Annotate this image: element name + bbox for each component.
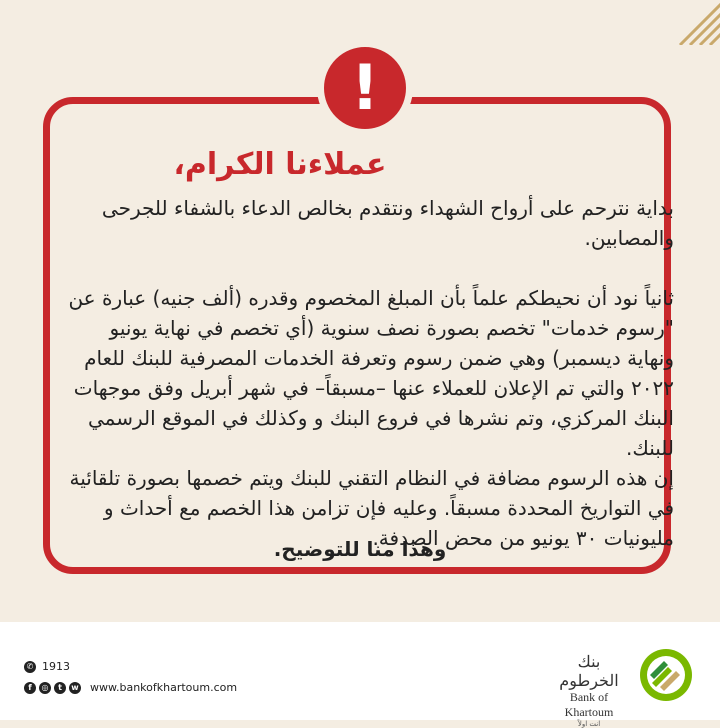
social-links: [24, 681, 237, 694]
bank-logo-icon: [638, 647, 694, 703]
logo-tagline: انت اولاً: [577, 720, 601, 728]
exclamation-mark: !: [350, 51, 380, 124]
notice-body: [62, 193, 674, 553]
paragraph-3: إن هذه الرسوم مضافة في النظام التقني للبنك ويتم خصمها بصورة تلقائية في التواريخ المحددة مسبقاً. وعليه فإن تزامن هذا الخصم مع أحداث و مليونيات ٣٠ يونيو من محض الصدفة.: [69, 466, 674, 550]
website-link[interactable]: www.bankofkhartoum.com: [90, 681, 238, 694]
phone-number: 1913: [42, 660, 70, 673]
twitter-icon[interactable]: t: [54, 682, 66, 694]
logo-english-name: Bank of Khartoum: [564, 690, 614, 719]
closing-line: وهذا منا للتوضيح.: [273, 537, 447, 561]
facebook-icon[interactable]: f: [24, 682, 36, 694]
logo-arabic-name: بنك الخرطوم: [559, 652, 619, 690]
decorative-stripes: [630, 0, 720, 45]
bank-logo-text: [546, 652, 632, 728]
paragraph-2: ثانياً نود أن نحيطكم علماً بأن المبلغ المخصوم وقدره (ألف جنيه) عبارة عن "رسوم خدمات" تخصم بصورة نصف سنوية (أي تخصم في نهاية يونيو ونهاية ديسمبر) وهي ضمن رسوم وتعرفة الخدمات المصرفية للبنك للعام ٢٠٢٢ والتي تم الإعلان للعملاء عنها –مسبقاً– في شهر أبريل وفق موجهات البنك المركزي، وتم نشرها في فروع البنك و وكذلك في الموقع الرسمي للبنك.: [68, 286, 674, 460]
footer: [0, 622, 720, 728]
alert-icon: [317, 40, 413, 136]
phone-icon: ✆: [24, 661, 36, 673]
instagram-icon[interactable]: ◎: [39, 682, 51, 694]
phone-contact[interactable]: [24, 660, 70, 673]
paragraph-1: بداية نترحم على أرواح الشهداء ونتقدم بخالص الدعاء بالشفاء للجرحى والمصابين.: [101, 196, 674, 250]
notice-title: عملاءنا الكرام،: [173, 147, 387, 182]
whatsapp-icon[interactable]: w: [69, 682, 81, 694]
